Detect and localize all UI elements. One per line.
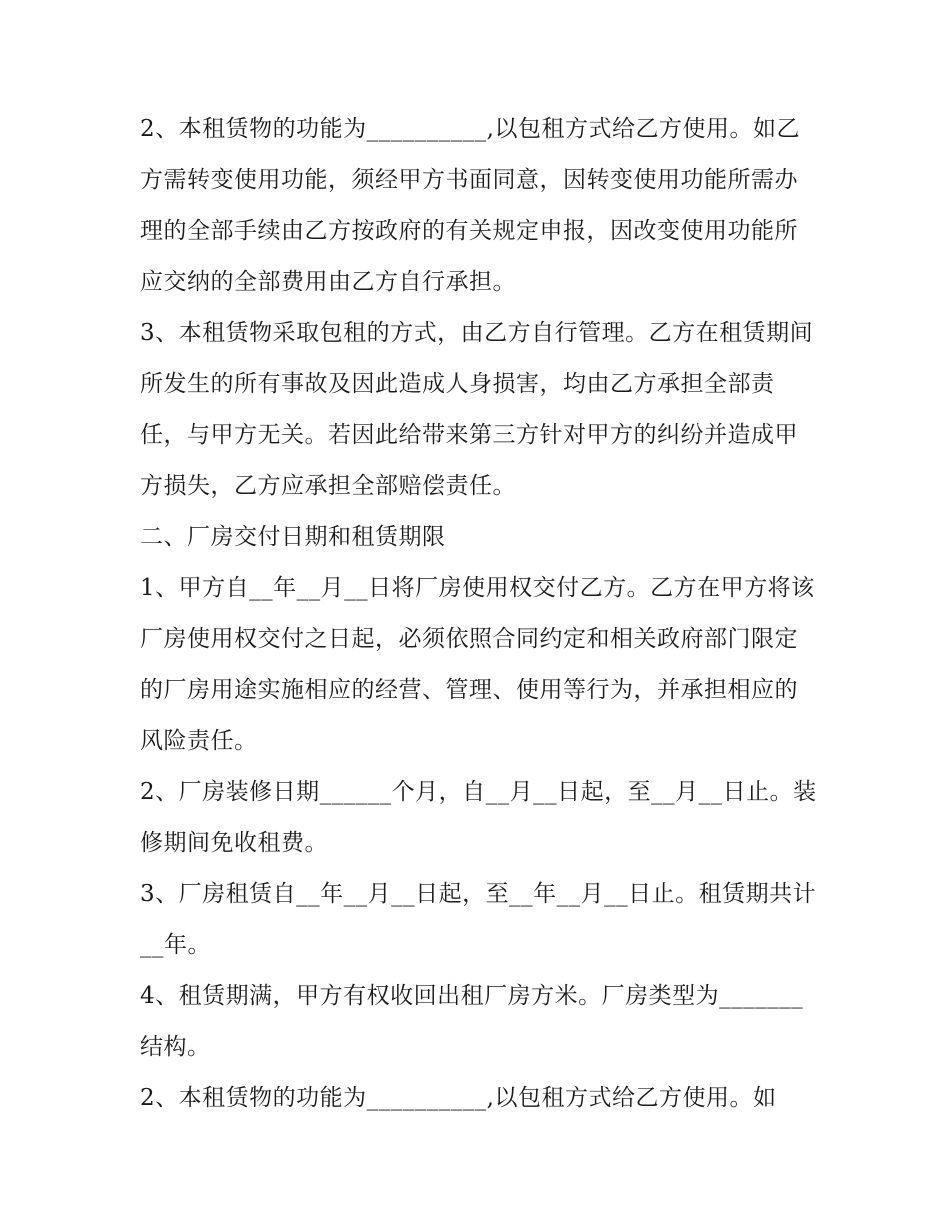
section-heading-delivery-and-term: 二、厂房交付日期和租赁期限 <box>140 524 446 550</box>
paragraph-lease-term: 3、厂房租赁自__年__月__日起，至__年__月__日止。租赁期共计__年。 <box>140 881 817 958</box>
paragraph-delivery-date: 1、甲方自__年__月__日将厂房使用权交付乙方。乙方在甲方将该厂房使用权交付之日起，必须依照合同约定和相关政府部门限定的厂房用途实施相应的经营、管理、使用等行为，并承担相应的风险责任。 <box>140 575 815 754</box>
paragraph-management-clause: 3、本租赁物采取包租的方式，由乙方自行管理。乙方在租赁期间所发生的所有事故及因此造成人身损害，均由乙方承担全部责任，与甲方无关。若因此给带来第三方针对甲方的纠纷并造成甲方损失，乙方应承担全部赔偿责任。 <box>140 320 814 499</box>
document-page <box>140 104 820 1124</box>
paragraph-decoration-period: 2、厂房装修日期______个月，自__月__日起，至__月__日止。装修期间免收租费。 <box>140 779 817 856</box>
paragraph-function-clause: 2、本租赁物的功能为__________,以包租方式给乙方使用。如乙方需转变使用功能，须经甲方书面同意，因转变使用功能所需办理的全部手续由乙方按政府的有关规定申报，因改变使用功能所应交纳的全部费用由乙方自行承担。 <box>140 116 800 295</box>
paragraph-function-clause-repeat: 2、本租赁物的功能为__________,以包租方式给乙方使用。如 <box>140 1085 777 1111</box>
paragraph-lease-expiry: 4、租赁期满，甲方有权收回出租厂房方米。厂房类型为_______结构。 <box>140 983 804 1060</box>
